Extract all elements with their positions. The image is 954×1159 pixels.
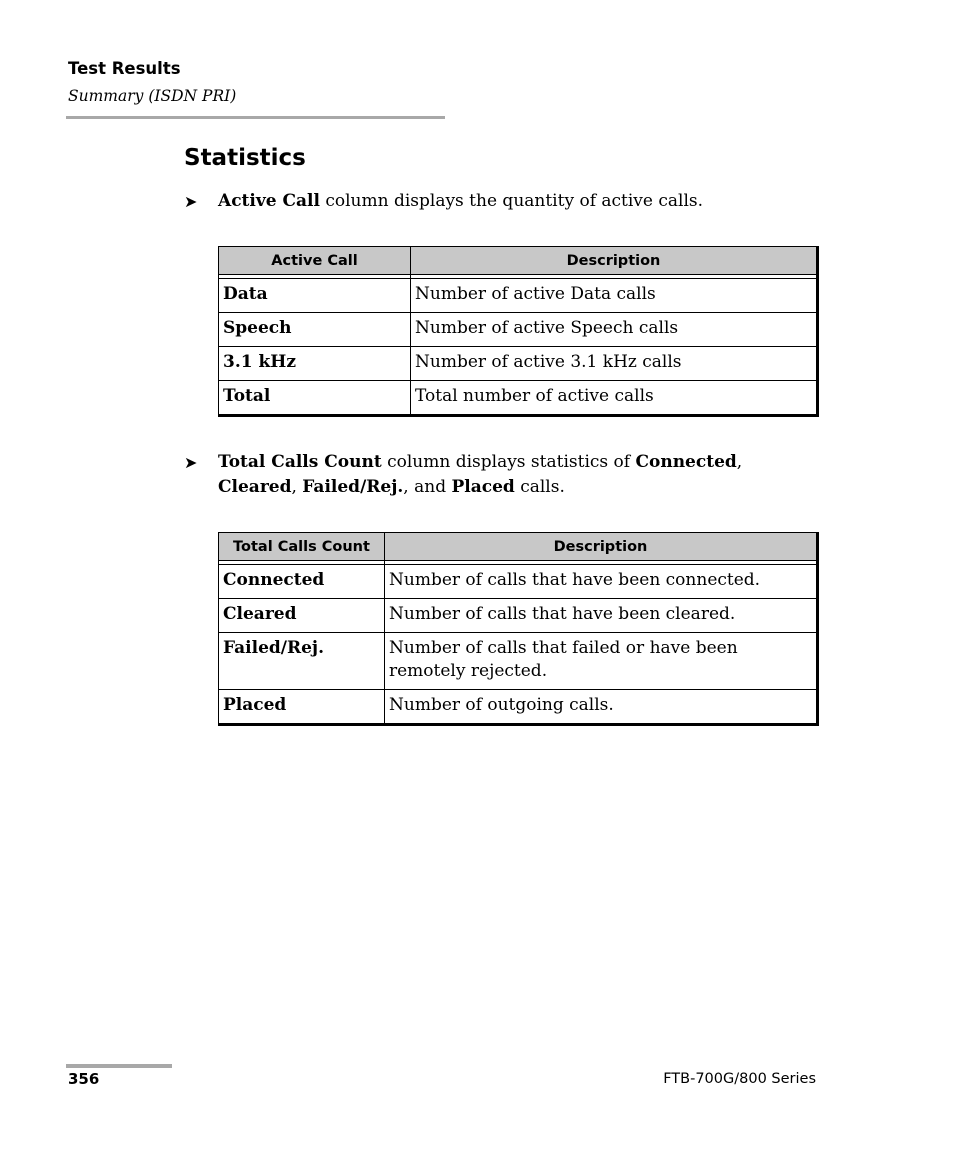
table-row	[219, 381, 818, 416]
table-cell-description: Number of calls that have been connected.	[385, 565, 818, 599]
running-header-title: Test Results	[68, 59, 181, 78]
bullet-text	[218, 189, 824, 214]
table-cell-description: Total number of active calls	[411, 381, 818, 416]
header-divider	[66, 116, 445, 119]
bullet-rest: calls.	[514, 477, 565, 497]
bullet-arrow-icon: ➤	[184, 192, 198, 211]
bullet-term: Total Calls Count	[218, 452, 382, 472]
table-cell-term: Cleared	[219, 599, 385, 633]
product-name: FTB-700G/800 Series	[663, 1071, 816, 1087]
column-header: Description	[385, 533, 818, 561]
bullet-rest: column displays the quantity of active calls.	[319, 191, 704, 211]
table-cell-description: Number of active Speech calls	[411, 313, 818, 347]
column-header: Active Call	[219, 247, 411, 275]
bullet-rest: , and	[403, 477, 452, 497]
table-cell-term: Placed	[219, 690, 385, 725]
bullet-term: Connected	[635, 452, 737, 472]
table-cell-term: Data	[219, 279, 411, 313]
table-cell-term: Failed/Rej.	[219, 633, 385, 690]
bullet-rest: ,	[736, 452, 743, 472]
table-cell-term: Connected	[219, 565, 385, 599]
table-cell-description: Number of calls that have been cleared.	[385, 599, 818, 633]
footer-divider	[66, 1064, 172, 1068]
bullet-term: Placed	[451, 477, 515, 497]
bullet-text	[218, 450, 824, 500]
table-cell-term: Total	[219, 381, 411, 416]
bullet-term: Failed/Rej.	[302, 477, 404, 497]
bullet-rest: ,	[291, 477, 303, 497]
running-header-subtitle: Summary (ISDN PRI)	[68, 87, 237, 105]
bullet-term: Cleared	[218, 477, 292, 497]
table-cell-description: Number of outgoing calls.	[385, 690, 818, 725]
bullet-rest: column displays statistics of	[381, 452, 636, 472]
column-header: Total Calls Count	[219, 533, 385, 561]
column-header: Description	[411, 247, 818, 275]
table-row	[219, 347, 818, 381]
page-number: 356	[68, 1070, 100, 1088]
table-row	[219, 279, 818, 313]
bullet-total-calls-count	[184, 450, 824, 500]
table-row	[219, 565, 818, 599]
bullet-term: Active Call	[218, 191, 320, 211]
total-calls-count-table	[218, 532, 819, 726]
table-header-row	[219, 533, 818, 561]
table-row	[219, 690, 818, 725]
bullet-arrow-icon: ➤	[184, 453, 198, 472]
table-row	[219, 633, 818, 690]
active-call-table	[218, 246, 819, 417]
table-row	[219, 313, 818, 347]
table-cell-description: Number of active 3.1 kHz calls	[411, 347, 818, 381]
table-header-row	[219, 247, 818, 275]
section-heading: Statistics	[184, 145, 306, 171]
bullet-active-call	[184, 189, 824, 214]
table-cell-term: 3.1 kHz	[219, 347, 411, 381]
table-cell-term: Speech	[219, 313, 411, 347]
table-row	[219, 599, 818, 633]
table-cell-description: Number of calls that failed or have been remotely rejected.	[385, 633, 818, 690]
table-cell-description: Number of active Data calls	[411, 279, 818, 313]
